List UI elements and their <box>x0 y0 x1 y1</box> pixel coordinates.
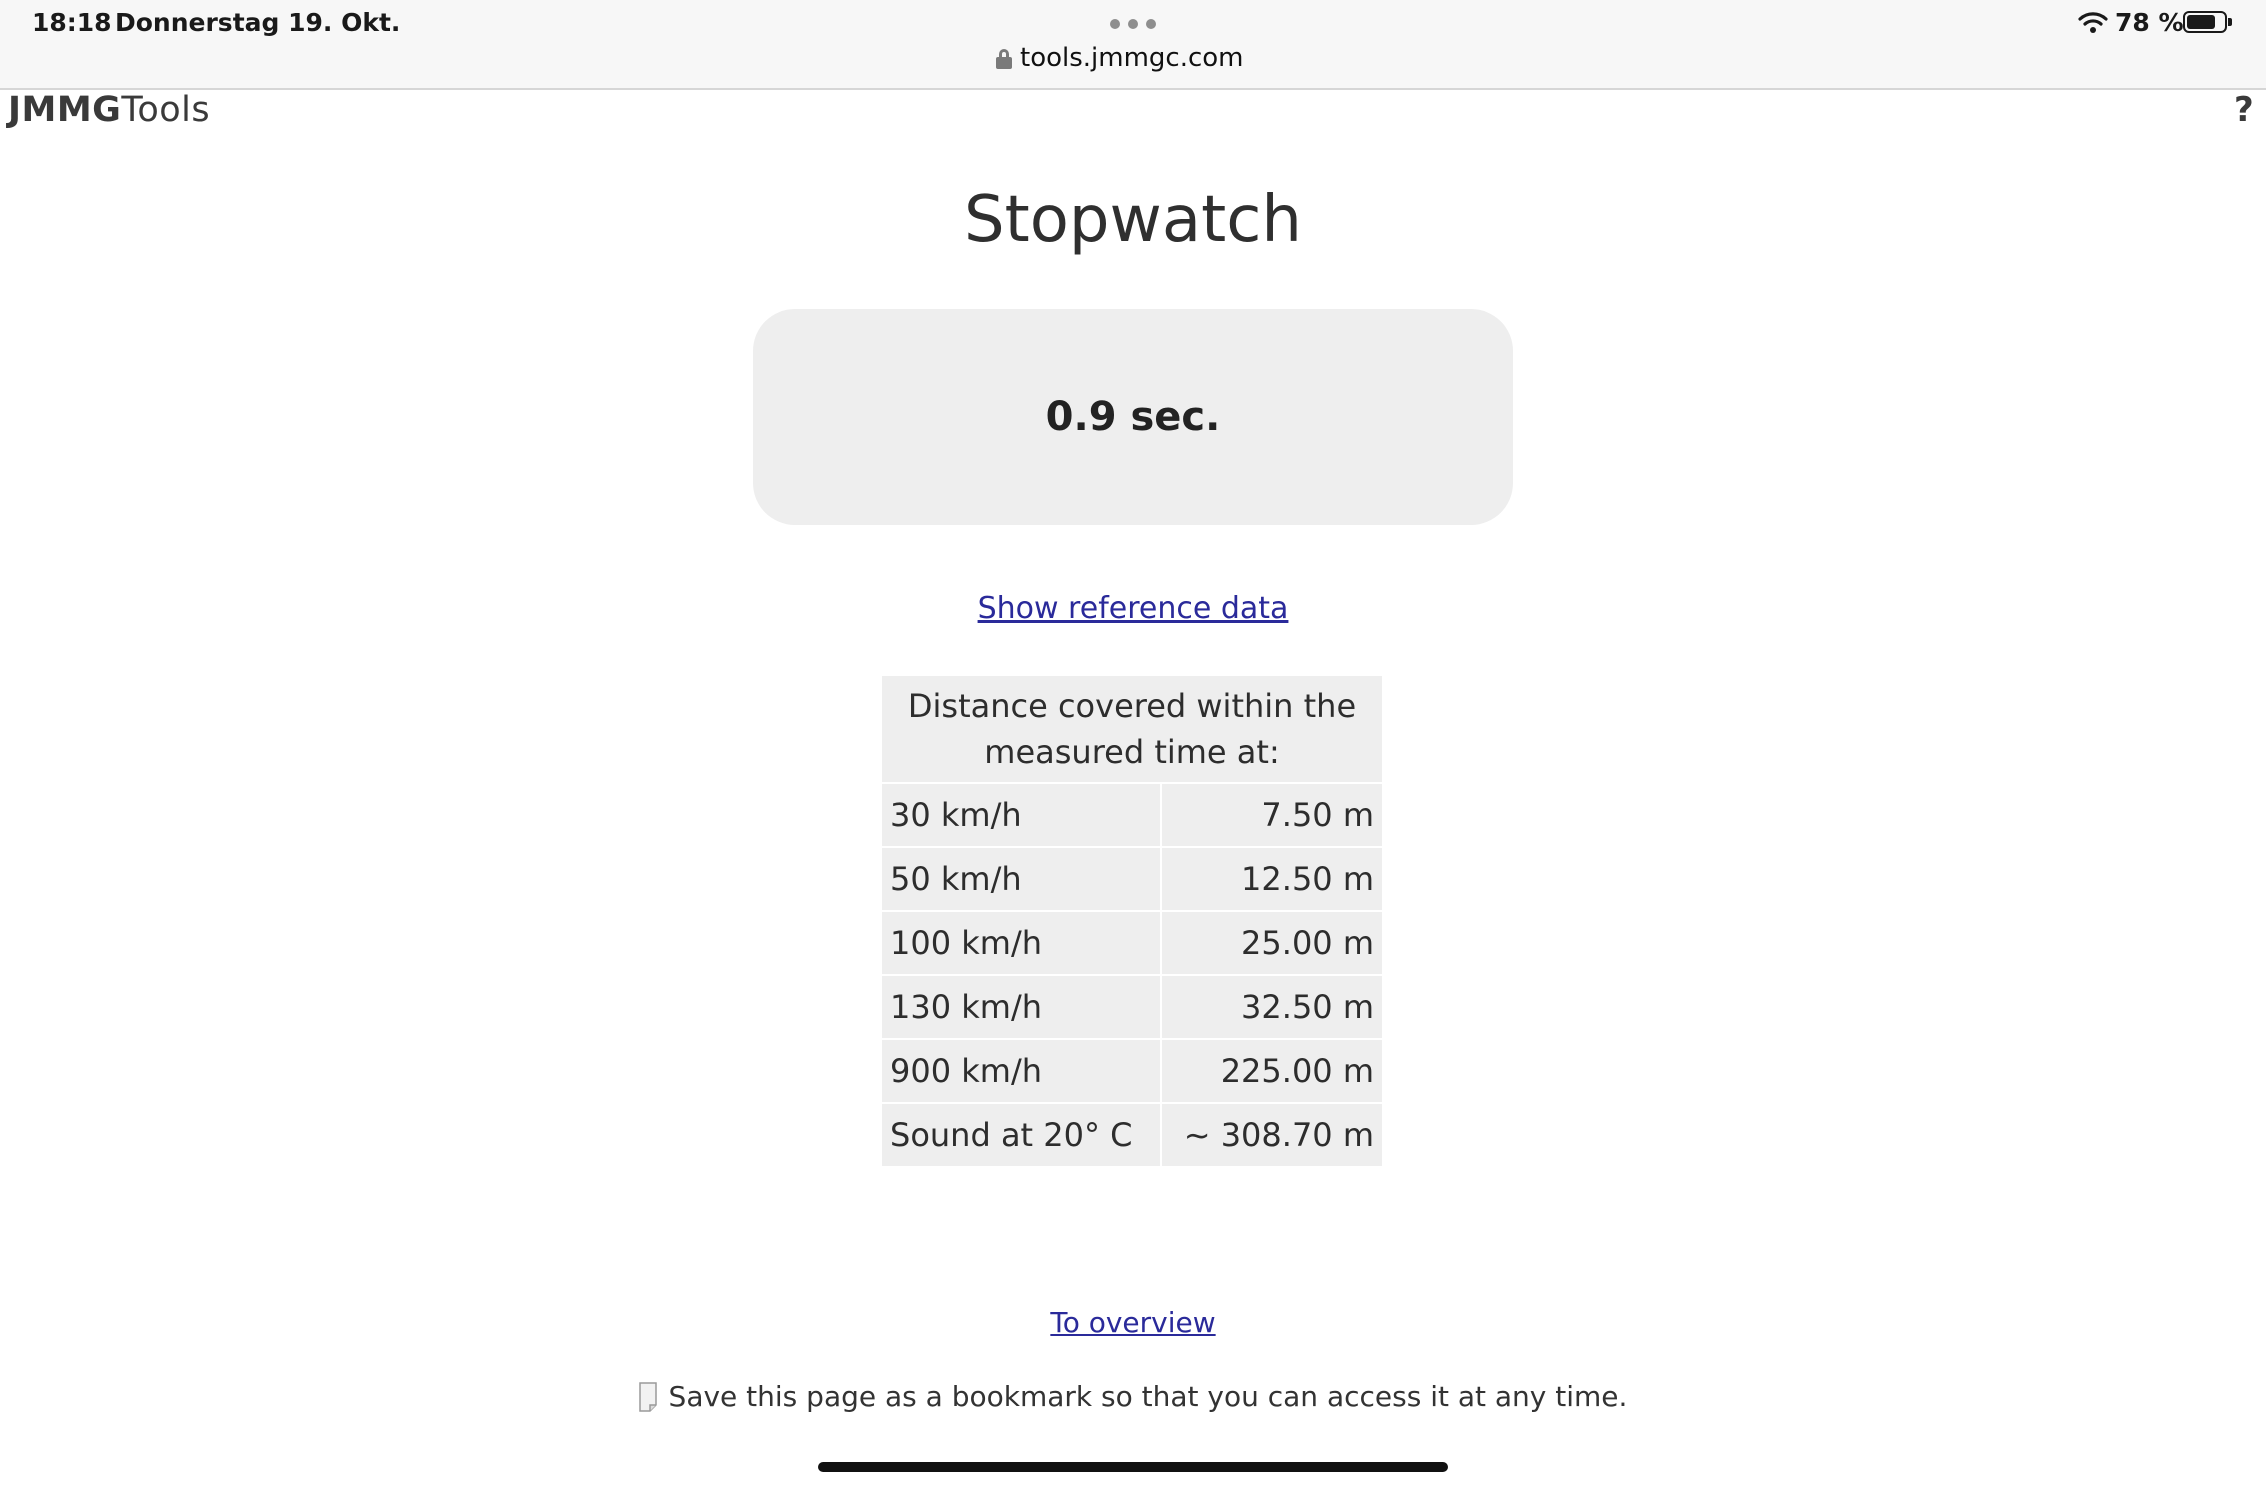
table-header: Distance covered within the measured time at: <box>882 676 1382 782</box>
address-bar-url: tools.jmmgc.com <box>1020 43 1244 73</box>
bookmark-note <box>0 1380 2266 1413</box>
distance-cell: 225.00 m <box>1162 1040 1382 1102</box>
logo-light-text: Tools <box>121 90 211 130</box>
table-row <box>882 912 1382 974</box>
multitasking-dots-icon[interactable] <box>1110 19 1156 29</box>
speed-cell: 100 km/h <box>882 912 1160 974</box>
home-indicator[interactable] <box>818 1462 1448 1472</box>
status-time: 18:18 <box>32 8 112 37</box>
table-row <box>882 1040 1382 1102</box>
site-logo[interactable] <box>8 90 210 130</box>
status-bar <box>0 0 2266 90</box>
lock-icon <box>996 49 1012 69</box>
status-date: Donnerstag 19. Okt. <box>115 8 401 37</box>
stopwatch-button[interactable] <box>753 309 1513 525</box>
table-row <box>882 784 1382 846</box>
reference-table <box>880 674 1384 1168</box>
speed-cell: 50 km/h <box>882 848 1160 910</box>
bookmark-page-icon <box>639 1382 657 1412</box>
table-row <box>882 1104 1382 1166</box>
battery-icon <box>2183 11 2227 33</box>
show-reference-data-link[interactable]: Show reference data <box>977 591 1289 626</box>
distance-cell: 32.50 m <box>1162 976 1382 1038</box>
speed-cell: 900 km/h <box>882 1040 1160 1102</box>
to-overview-link[interactable]: To overview <box>1050 1306 1216 1339</box>
table-row <box>882 848 1382 910</box>
speed-cell: 130 km/h <box>882 976 1160 1038</box>
distance-cell: ~ 308.70 m <box>1162 1104 1382 1166</box>
wifi-icon <box>2078 10 2108 34</box>
timer-value: 0.9 sec. <box>1045 394 1221 440</box>
page-title: Stopwatch <box>964 183 1302 257</box>
distance-cell: 12.50 m <box>1162 848 1382 910</box>
bookmark-note-text: Save this page as a bookmark so that you can access it at any time. <box>668 1380 1628 1413</box>
help-icon[interactable]: ? <box>2234 90 2254 130</box>
distance-cell: 25.00 m <box>1162 912 1382 974</box>
speed-cell: Sound at 20° C <box>882 1104 1160 1166</box>
table-row <box>882 976 1382 1038</box>
distance-cell: 7.50 m <box>1162 784 1382 846</box>
speed-cell: 30 km/h <box>882 784 1160 846</box>
address-bar[interactable] <box>1020 43 1244 73</box>
logo-bold-text: JMMG <box>8 90 122 130</box>
battery-percentage: 78 % <box>2115 8 2184 37</box>
